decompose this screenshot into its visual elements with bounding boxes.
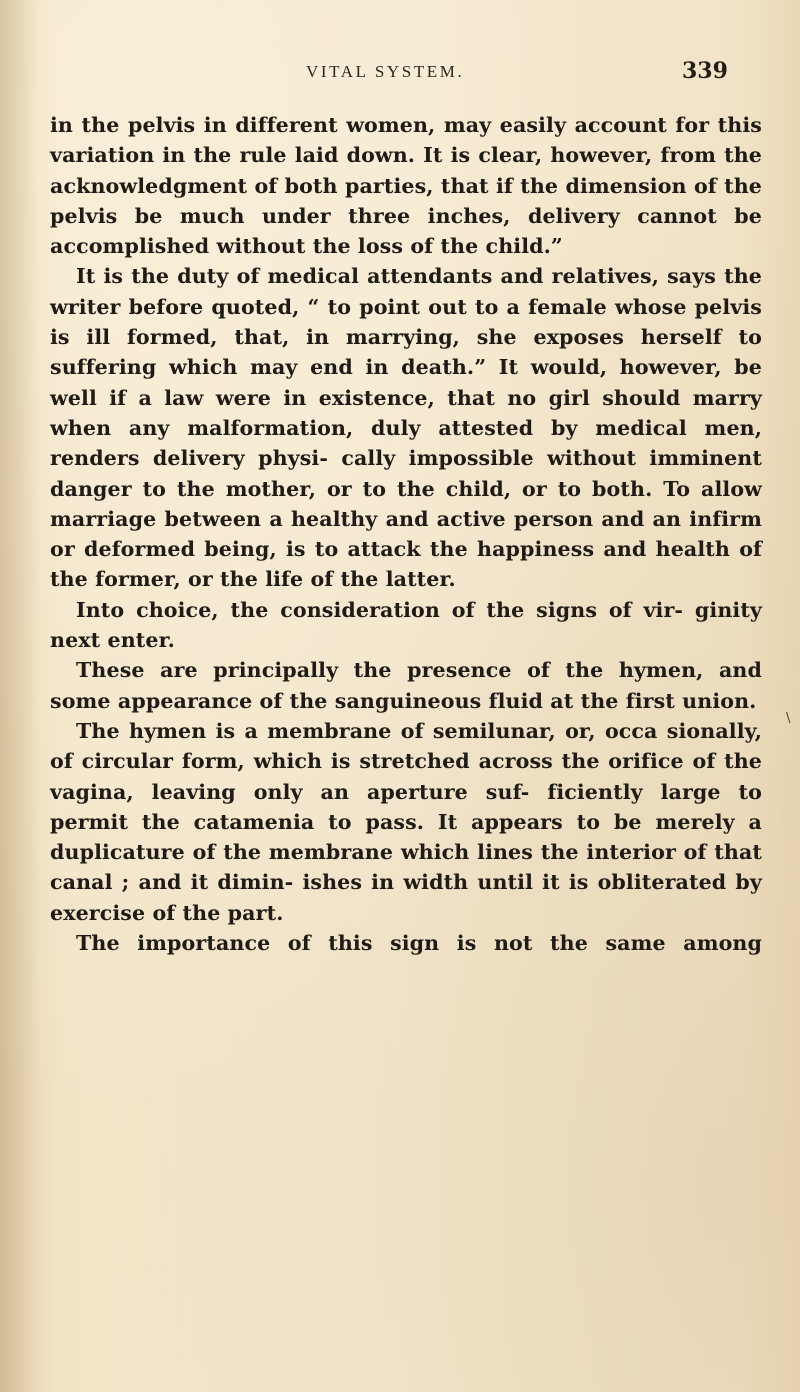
paragraph-continued: in the pelvis in different women, may easily account for this variation in the rule laid down. It is clear, however, from the acknowledgment of both parties, that if the dimension of the pelvis be much under three inches, delivery cannot be accomplished without the loss of the child.” (50, 113, 762, 259)
paragraph-hymen-description: The hymen is a membrane of semilunar, or, occa sionally, of circular form, which is stretched across the orifice of the vagina, leaving only an aperture suf- ficiently large to permit the catamenia to pass. It appears to be merely a duplicature of the membrane which lines the interior of that canal ; and it dimin- ishes in width until it is obliterated by exercise of the part. (50, 718, 762, 925)
paragraph-importance: The importance of this sign is not the same among (76, 931, 762, 956)
page-number: 339 (682, 58, 728, 84)
body-text (50, 110, 762, 958)
paragraph-duty-of-attendants: It is the duty of medical attendants and relatives, says the writer before quoted, “ to point out to a female whose pelvis is ill formed, that, in marrying, she exposes herself to suffering which may end in death.” It would, however, be well if a law were in existence, that no girl should marry when any malformation, duly attested by medical men, renders delivery physi- cally impossible without imminent danger to the mother, or to the child, or to both. To allow marriage between a healthy and active person and an infirm or deformed being, is to attack the happiness and health of the former, or the life of the latter. (50, 264, 762, 592)
running-head: VITAL SYSTEM. (306, 62, 465, 81)
paragraph-hymen-presence: These are principally the presence of the hymen, and some appearance of the sanguineous fluid at the first union. (50, 658, 762, 713)
margin-mark: \ (786, 711, 791, 726)
paragraph-signs-of-virginity: Into choice, the consideration of the signs of vir- ginity next enter. (50, 597, 762, 653)
